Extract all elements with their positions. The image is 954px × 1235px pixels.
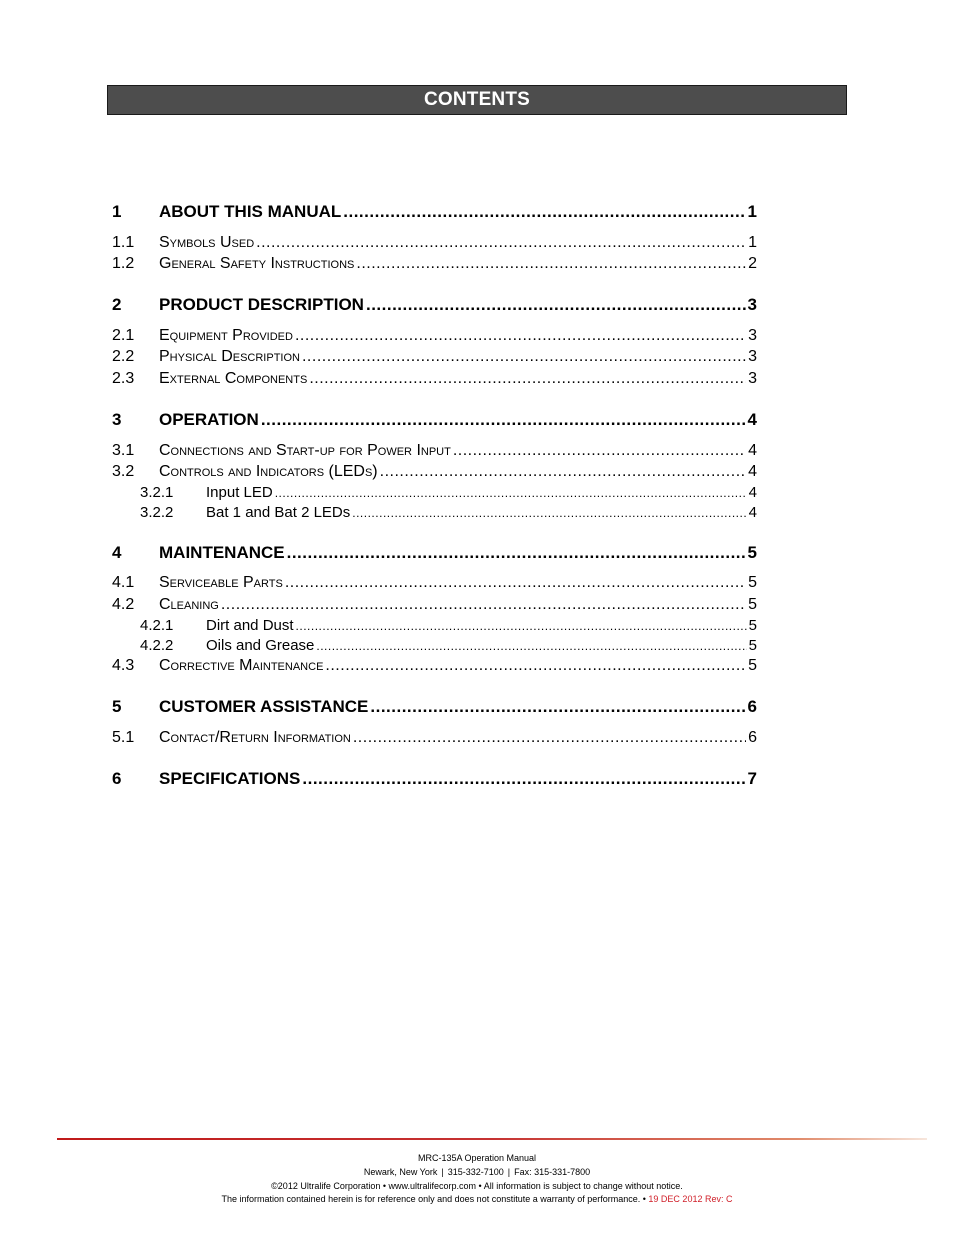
toc-number: 3.2.2 [140,504,174,521]
toc-entry[interactable] [112,729,757,747]
toc-leader [221,596,746,614]
toc-entry[interactable] [140,637,757,654]
footer-manual-title: MRC-135A Operation Manual [417,1153,537,1163]
toc-title: SPECIFICATIONS [159,769,301,788]
toc-title: Dirt and Dust [206,617,294,634]
toc-entry[interactable] [112,596,757,614]
toc-leader [287,543,746,563]
footer-location: Newark, New York [363,1167,438,1177]
toc-page: 7 [747,769,757,788]
toc-page: 4 [748,484,757,501]
toc-title: CUSTOMER ASSISTANCE [159,697,369,716]
toc-leader [356,255,746,273]
toc-page: 5 [748,596,757,613]
toc-entry[interactable] [112,463,757,481]
toc-number: 1.1 [112,234,135,251]
toc-page: 6 [747,697,757,716]
toc-number: 4 [112,543,122,562]
toc-leader [295,327,746,345]
toc-leader [325,657,746,675]
toc-entry[interactable] [112,442,757,460]
footer-disclaimer-line [0,1194,954,1204]
toc-number: 3.2.1 [140,484,174,501]
toc-page: 5 [748,617,757,634]
footer-disclaimer: The information contained herein is for reference only and does not constitute a warranty of performance. • [221,1194,649,1204]
toc-title: Corrective Maintenance [159,657,324,674]
toc-title: Input LED [206,484,273,501]
toc-title: Equipment Provided [159,327,293,344]
toc-page: 3 [748,327,757,344]
toc-leader [296,617,747,634]
toc-leader [302,348,746,366]
toc-leader [275,484,747,501]
toc-leader [302,769,745,789]
toc-title: Serviceable Parts [159,574,283,591]
toc-number: 4.2 [112,596,135,613]
toc-title: OPERATION [159,410,259,429]
toc-leader [353,729,746,747]
toc-title: Connections and Start-up for Power Input [159,442,451,459]
toc-page: 4 [747,410,757,429]
toc-entry[interactable] [112,255,757,273]
toc-entry[interactable] [112,657,757,675]
toc-entry[interactable] [112,574,757,592]
toc-number: 4.2.2 [140,637,174,654]
toc-page: 1 [748,234,757,251]
toc-leader [256,234,746,252]
toc-leader [370,697,745,717]
toc-page: 6 [748,729,757,746]
toc-page: 4 [748,442,757,459]
toc-title: Symbols Used [159,234,255,251]
toc-entry[interactable] [112,370,757,388]
toc-number: 4.1 [112,574,135,591]
toc-entry[interactable] [140,484,757,501]
toc-title: Controls and Indicators (LEDs) [159,463,378,480]
toc-page: 3 [748,370,757,387]
toc-leader [366,295,746,315]
toc-page: 5 [747,543,757,562]
footer-copyright: ©2012 Ultralife Corporation • www.ultralifecorp.com • All information is subject to change without notice. [271,1181,683,1191]
toc-page: 5 [748,637,757,654]
toc-entry[interactable] [112,327,757,345]
toc-number: 2.1 [112,327,135,344]
footer-divider [57,1138,927,1140]
toc-title: Cleaning [159,596,219,613]
toc-leader [352,504,746,521]
toc-leader [285,574,746,592]
toc-entry[interactable] [140,504,757,521]
toc-title: Oils and Grease [206,637,315,654]
toc-entry[interactable] [112,234,757,252]
toc-entry[interactable] [112,543,757,563]
toc-number: 3.2 [112,463,135,480]
footer-separator: | [507,1167,511,1177]
toc-page: 4 [748,463,757,480]
toc-number: 2 [112,295,122,314]
toc-page: 2 [748,255,757,272]
toc-leader [316,637,746,654]
toc-leader [380,463,746,481]
toc-title: Contact/Return Information [159,729,351,746]
toc-leader [453,442,746,460]
toc-number: 4.3 [112,657,135,674]
toc-number: 6 [112,769,122,788]
toc-number: 2.3 [112,370,135,387]
toc-page: 5 [748,657,757,674]
toc-entry[interactable] [112,202,757,222]
toc-title: MAINTENANCE [159,543,285,562]
toc-title: General Safety Instructions [159,255,355,272]
toc-entry[interactable] [112,295,757,315]
footer-separator: | [441,1167,444,1177]
toc-title: PRODUCT DESCRIPTION [159,295,364,314]
toc-entry[interactable] [140,617,757,634]
toc-number: 4.2.1 [140,617,174,634]
toc-title: Physical Description [159,348,300,365]
toc-leader [309,370,746,388]
toc-page: 5 [748,574,757,591]
toc-entry[interactable] [112,410,757,430]
toc-entry[interactable] [112,697,757,717]
toc-leader [261,410,746,430]
toc-entry[interactable] [112,348,757,366]
toc-title: Bat 1 and Bat 2 LEDs [206,504,351,521]
toc-page: 1 [747,202,757,221]
footer-phone: 315-332-7100 [447,1167,504,1177]
footer-fax: Fax: 315-331-7800 [514,1167,591,1177]
footer-contact [0,1167,954,1177]
toc-number: 1.2 [112,255,135,272]
toc-title: ABOUT THIS MANUAL [159,202,342,221]
contents-heading: CONTENTS [107,85,847,115]
toc-leader [343,202,745,222]
toc-number: 5.1 [112,729,135,746]
footer-revision: 19 DEC 2012 Rev: C [648,1194,733,1204]
toc-number: 3.1 [112,442,135,459]
toc-number: 2.2 [112,348,135,365]
toc-number: 5 [112,697,122,716]
toc-entry[interactable] [112,769,757,789]
toc-number: 3 [112,410,122,429]
toc-number: 1 [112,202,122,221]
toc-page: 3 [748,348,757,365]
toc-title: External Components [159,370,308,387]
toc-page: 3 [747,295,757,314]
toc-page: 4 [748,504,757,521]
